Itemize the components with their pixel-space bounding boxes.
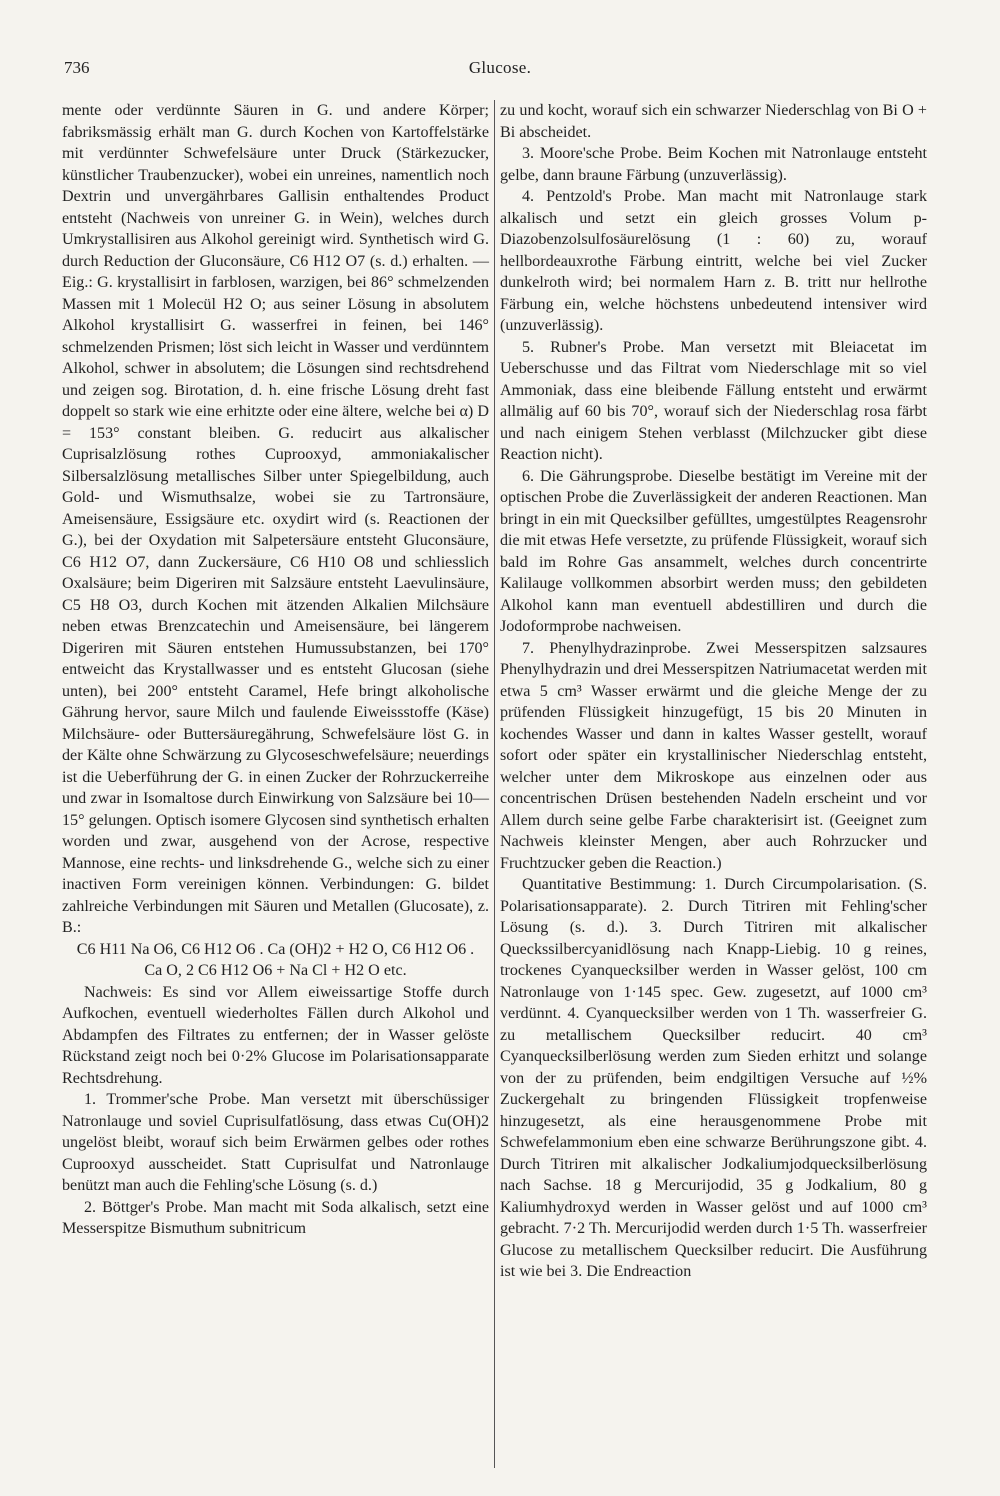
left-column <box>62 100 489 1240</box>
page-header <box>62 58 938 84</box>
paragraph: mente oder verdünnte Säuren in G. und andere Körper; fabriksmässig erhält man G. durch Kochen von Kartoffelstärke mit verdünnter Schwefelsäure unter Druck (Stärkezucker, künstlicher Traubenzucker), wobei ein unreines, namentlich noch Dextrin und unvergährbares Gallisin enthaltendes Product entsteht (Nachweis von unreiner G. in Wein), welches durch Umkrystallisiren aus Alkohol gereinigt wird. Synthetisch wird G. durch Reduction der Gluconsäure, C6 H12 O7 (s. d.) erhalten. — Eig.: G. krystallisirt in farblosen, warzigen, bei 86° schmelzenden Massen mit 1 Molecül H2 O; aus seiner Lösung in absolutem Alkohol krystallisirt G. wasserfrei in feinen, bei 146° schmelzenden Prismen; löst sich leicht in Wasser und verdünntem Alkohol, schwer in absolutem; die Lösungen sind rechtsdrehend und zeigen sog. Birotation, d. h. eine frische Lösung dreht fast doppelt so stark wie eine erhitzte oder eine ältere, welche bei α) D = 153° constant bleiben. G. reducirt aus alkalischer Cuprisalzlösung rothes Cuprooxyd, ammoniakalischer Silbersalzlösung metallisches Silber unter Spiegelbildung, auch Gold- und Wismuthsalze, wobei sie zu Tartronsäure, Ameisensäure, Essigsäure etc. oxydirt wird (s. Reactionen der G.), bei der Oxydation mit Salpetersäure entsteht Gluconsäure, C6 H12 O7, dann Zuckersäure, C6 H10 O8 und schliesslich Oxalsäure; beim Digeriren mit Salzsäure entsteht Laevulinsäure, C5 H8 O3, durch Kochen mit ätzenden Alkalien Milchsäure neben etwas Brenzcatechin und Ameisensäure, bei längerem Digeriren mit Säuren entstehen Humussubstanzen, bei 170° entweicht das Krystallwasser und es entsteht Glucosan (siehe unten), bei 200° entsteht Caramel, Hefe bringt alkoholische Gährung hervor, saure Milch und faulende Eiweissstoffe (Käse) Milchsäure- oder Buttersäuregährung, Schwefelsäure löst G. in der Kälte ohne Schwärzung zu Glycoseschwefelsäure; neuerdings ist die Ueberführung der G. in einen Zucker der Rohrzuckerreihe und zwar in Isomaltose durch Einwirkung von Salzsäure bei 10—15° gelungen. Optisch isomere Glycosen sind synthetisch erhalten worden und zwar, ausgehend von der Acrose, respective Mannose, eine rechts- und linksdrehende G., welche sich zu einer inactiven Form vereinigen können. Verbindungen: G. bildet zahlreiche Verbindungen mit Säuren und Metallen (Glucosate), z. B.: <box>62 102 489 936</box>
formula-line: C6 H11 Na O6, C6 H12 O6 . Ca (OH)2 + H2 O, C6 H12 O6 . <box>76 940 475 958</box>
paragraph: 7. Phenylhydrazinprobe. Zwei Messerspitzen salzsaures Phenylhydrazin und drei Messerspitzen Natriumacetat werden mit etwa 5 cm³ Wasser erwärmt und die gleiche Menge der zu prüfenden Flüssigkeit hinzugefügt, 15 bis 20 Minuten in kochendes Wasser und dann in kaltes Wasser gestellt, worauf sofort oder später ein krystallinischer Niederschlag entsteht, welcher unter dem Mikroskope aus einzelnen oder aus concentrischen Drüsen bestehenden Nadeln erscheint und vor Allem durch seine gelbe Farbe charakterisirt ist. (Geeignet zum Nachweis kleinster Mengen, aber auch Rohrzucker und Fruchtzucker geben die Reaction.) <box>500 639 927 872</box>
running-title: Glucose. <box>468 58 532 77</box>
right-column <box>500 100 927 1283</box>
paragraph: zu und kocht, worauf sich ein schwarzer Niederschlag von Bi O + Bi abscheidet. <box>500 102 927 141</box>
column-divider <box>494 100 495 1468</box>
paragraph: 5. Rubner's Probe. Man versetzt mit Bleiacetat im Ueberschusse und das Filtrat vom Niederschlage mit so viel Ammoniak, dass eine bleibende Fällung entsteht und erwärmt allmälig auf 60 bis 70°, worauf sich der Niederschlag rosa färbt und nach einigem Stehen verblasst (Milchzucker gibt diese Reaction nicht). <box>500 338 927 463</box>
paragraph: 6. Die Gährungsprobe. Dieselbe bestätigt im Vereine mit der optischen Probe die Zuverlässigkeit der anderen Reactionen. Man bringt in ein mit Quecksilber gefülltes, umgestülptes Reagensrohr die mit etwas Hefe versetzte, zu prüfende Flüssigkeit, worauf sich bald im Rohre Gas ansammelt, welches durch concentrirte Kalilauge vollkommen absorbirt werden muss; den gebildeten Alkohol kann man eventuell abdestilliren und durch die Jodoformprobe nachweisen. <box>500 467 927 635</box>
paragraph: 1. Trommer'sche Probe. Man versetzt mit überschüssiger Natronlauge und soviel Cuprisulfatlösung, dass etwas Cu(OH)2 ungelöst bleibt, worauf sich beim Erwärmen gelbes oder rothes Cuprooxyd ausscheidet. Statt Cuprisulfat und Natronlauge benützt man auch die Fehling'sche Lösung (s. d.) <box>62 1091 489 1194</box>
page-number: 736 <box>64 58 90 77</box>
paragraph: 3. Moore'sche Probe. Beim Kochen mit Natronlauge entsteht gelbe, dann braune Färbung (unzuverlässig). <box>500 145 927 184</box>
formula-line: Ca O, 2 C6 H12 O6 + Na Cl + H2 O etc. <box>144 962 407 979</box>
paragraph: 4. Pentzold's Probe. Man macht mit Natronlauge stark alkalisch und setzt ein gleich grosses Volum p-Diazobenzolsulfosäurelösung (1 : 60) zu, worauf hellbordeauxrothe Färbung eintritt, welche bei viel Zucker dunkelroth wird; bei normalem Harn z. B. tritt nur hellrothe Färbung ein, welche höchstens unbedeutend intensiver wird (unzuverlässig). <box>500 188 927 334</box>
paragraph: 2. Böttger's Probe. Man macht mit Soda alkalisch, setzt eine Messerspitze Bismuthum subnitricum <box>62 1198 489 1237</box>
paragraph: Quantitative Bestimmung: 1. Durch Circumpolarisation. (S. Polarisationsapparate). 2. Durch Titriren mit Fehling'scher Lösung (s. d.). 3. Durch Titriren mit alkalischer Queckssilbercyanidlösung nach Knapp-Liebig. 10 g reines, trockenes Cyanquecksilber werden in Wasser gelöst, 100 cm Natronlauge von 1·145 spec. Gew. zugesetzt, auf 1000 cm³ verdünnt. 4. Cyanquecksilber werden von 1 Th. wasserfreier G. zu metallischem Quecksilber reducirt. 40 cm³ Cyanquecksilberlösung werden zum Sieden erhitzt und solange von der zu prüfenden, beim endgiltigen Versuche auf ½% Zuckergehalt zu bringenden Flüssigkeit tropfenweise hinzugesetzt, als eine herausgenommene Probe mit Schwefelammonium eben eine schwarze Berührungszone gibt. 4. Durch Titriren mit alkalischer Jodkaliumjodquecksilberlösung nach Sachse. 18 g Mercurijodid, 35 g Jodkalium, 80 g Kaliumhydroxyd werden in Wasser gelöst und auf 1000 cm³ gebracht. 7·2 Th. Mercurijodid werden durch 1·5 Th. wasserfreier Glucose zu metallischem Quecksilber reducirt. Die Ausführung ist wie bei 3. Die Endreaction <box>500 876 927 1280</box>
paragraph: Nachweis: Es sind vor Allem eiweissartige Stoffe durch Aufkochen, eventuell wiederholtes Fällen durch Alkohol und Abdampfen des Filtrates zu entfernen; der in Wasser gelöste Rückstand zeigt noch bei 0·2% Glucose im Polarisationsapparate Rechtsdrehung. <box>62 983 489 1087</box>
